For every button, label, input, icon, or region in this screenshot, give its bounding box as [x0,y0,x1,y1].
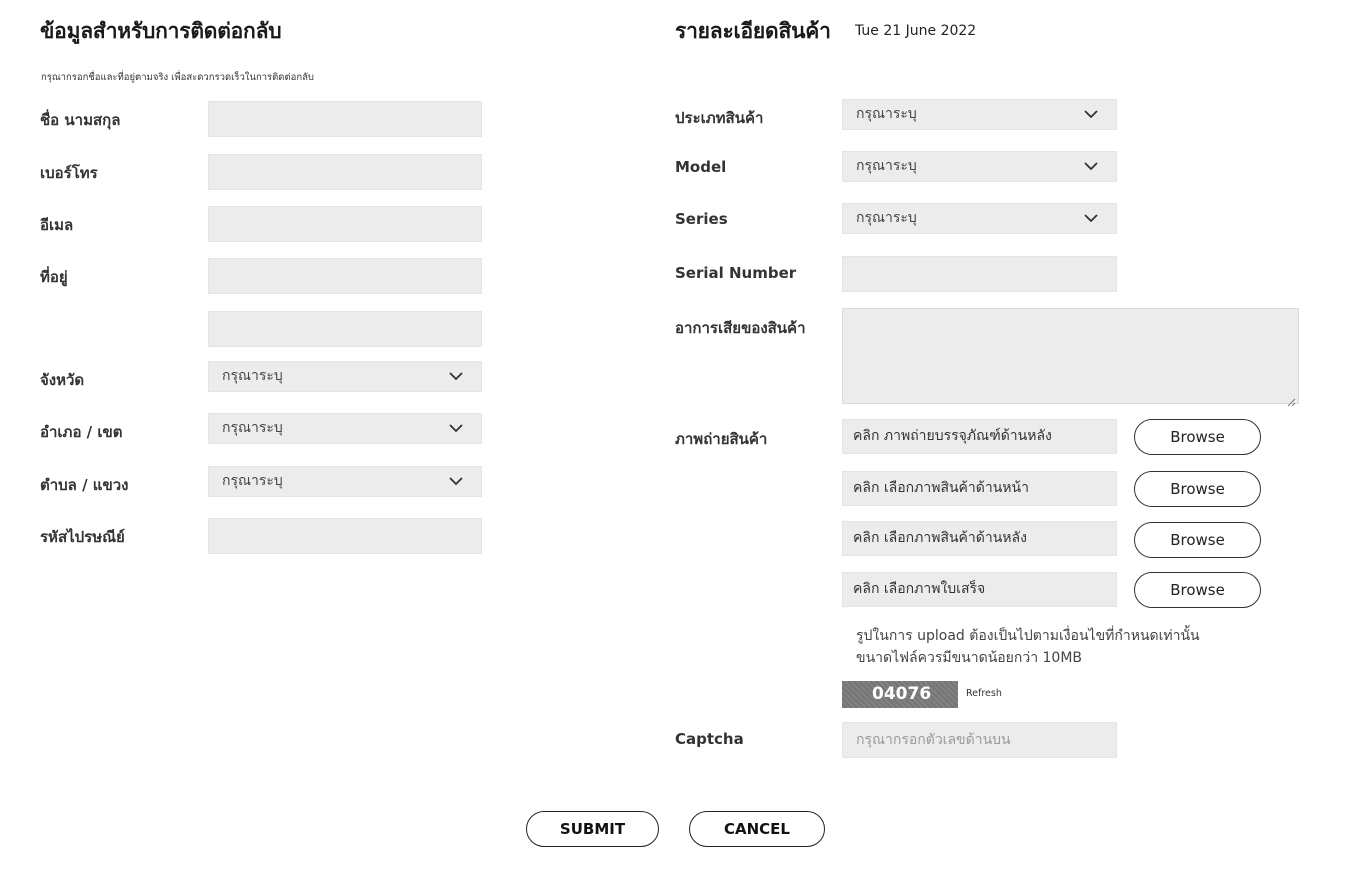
browse-button-product-front[interactable]: Browse [1134,471,1261,507]
product-type-select-value: กรุณาระบุ [856,106,917,122]
subdistrict-select-value: กรุณาระบุ [222,473,283,489]
product-type-label: ประเภทสินค้า [675,109,764,127]
file-input-product-front[interactable]: คลิก เลือกภาพสินค้าด้านหน้า [842,471,1117,506]
province-select[interactable] [208,361,482,392]
chevron-down-icon [449,371,463,381]
browse-button-receipt[interactable]: Browse [1134,572,1261,608]
email-label: อีเมล [40,216,74,234]
district-select[interactable] [208,413,482,444]
address-line2-input[interactable] [208,311,482,347]
chevron-down-icon [449,423,463,433]
file-input-package-back[interactable]: คลิก ภาพถ่ายบรรจุภัณฑ์ด้านหลัง [842,419,1117,454]
chevron-down-icon [1084,213,1098,223]
upload-note-conditions: รูปในการ upload ต้องเป็นไปตามเงื่อนไขที่กำหนดเท่านั้น [856,628,1200,644]
product-type-select[interactable] [842,99,1117,130]
subdistrict-select[interactable] [208,466,482,497]
serial-number-label: Serial Number [675,264,797,282]
captcha-refresh-link[interactable]: Refresh [966,688,1002,699]
chevron-down-icon [1084,109,1098,119]
province-label: จังหวัด [40,371,85,389]
symptom-label: อาการเสียของสินค้า [675,319,806,337]
model-select-value: กรุณาระบุ [856,158,917,174]
file-input-product-back[interactable]: คลิก เลือกภาพสินค้าด้านหลัง [842,521,1117,556]
district-label: อำเภอ / เขต [40,423,123,441]
phone-label: เบอร์โทร [40,164,98,182]
serial-number-input[interactable] [842,256,1117,292]
upload-note-size: ขนาดไฟล์ควรมีขนาดน้อยกว่า 10MB [856,650,1083,666]
district-select-value: กรุณาระบุ [222,420,283,436]
resize-grip-icon[interactable] [1287,392,1296,401]
email-input[interactable] [208,206,482,242]
symptom-textarea[interactable] [842,308,1299,404]
series-select[interactable] [842,203,1117,234]
file-input-receipt[interactable]: คลิก เลือกภาพใบเสร็จ [842,572,1117,607]
series-label: Series [675,210,728,228]
model-select[interactable] [842,151,1117,182]
chevron-down-icon [1084,161,1098,171]
browse-button-package-back[interactable]: Browse [1134,419,1261,455]
postcode-label: รหัสไปรษณีย์ [40,528,125,546]
phone-input[interactable] [208,154,482,190]
browse-button-product-back[interactable]: Browse [1134,522,1261,558]
province-select-value: กรุณาระบุ [222,368,283,384]
name-label: ชื่อ นามสกุล [40,111,121,129]
product-section-title: รายละเอียดสินค้า [675,19,831,43]
chevron-down-icon [449,476,463,486]
series-select-value: กรุณาระบุ [856,210,917,226]
captcha-label: Captcha [675,730,744,748]
captcha-image: 04076 [842,681,958,708]
contact-subtitle: กรุณากรอกชื่อและที่อยู่ตามจริง เพื่อสะดวกรวดเร็วในการติดต่อกลับ [41,72,314,83]
cancel-button[interactable]: CANCEL [689,811,825,847]
subdistrict-label: ตำบล / แขวง [40,476,129,494]
captcha-input[interactable]: กรุณากรอกตัวเลขด้านบน [842,722,1117,758]
date-text: Tue 21 June 2022 [855,23,977,39]
submit-button[interactable]: SUBMIT [526,811,659,847]
product-photos-label: ภาพถ่ายสินค้า [675,430,768,448]
name-input[interactable] [208,101,482,137]
contact-section-title: ข้อมูลสำหรับการติดต่อกลับ [40,19,282,43]
postcode-input[interactable] [208,518,482,554]
address-line1-input[interactable] [208,258,482,294]
address-label: ที่อยู่ [40,268,68,286]
model-label: Model [675,158,727,176]
